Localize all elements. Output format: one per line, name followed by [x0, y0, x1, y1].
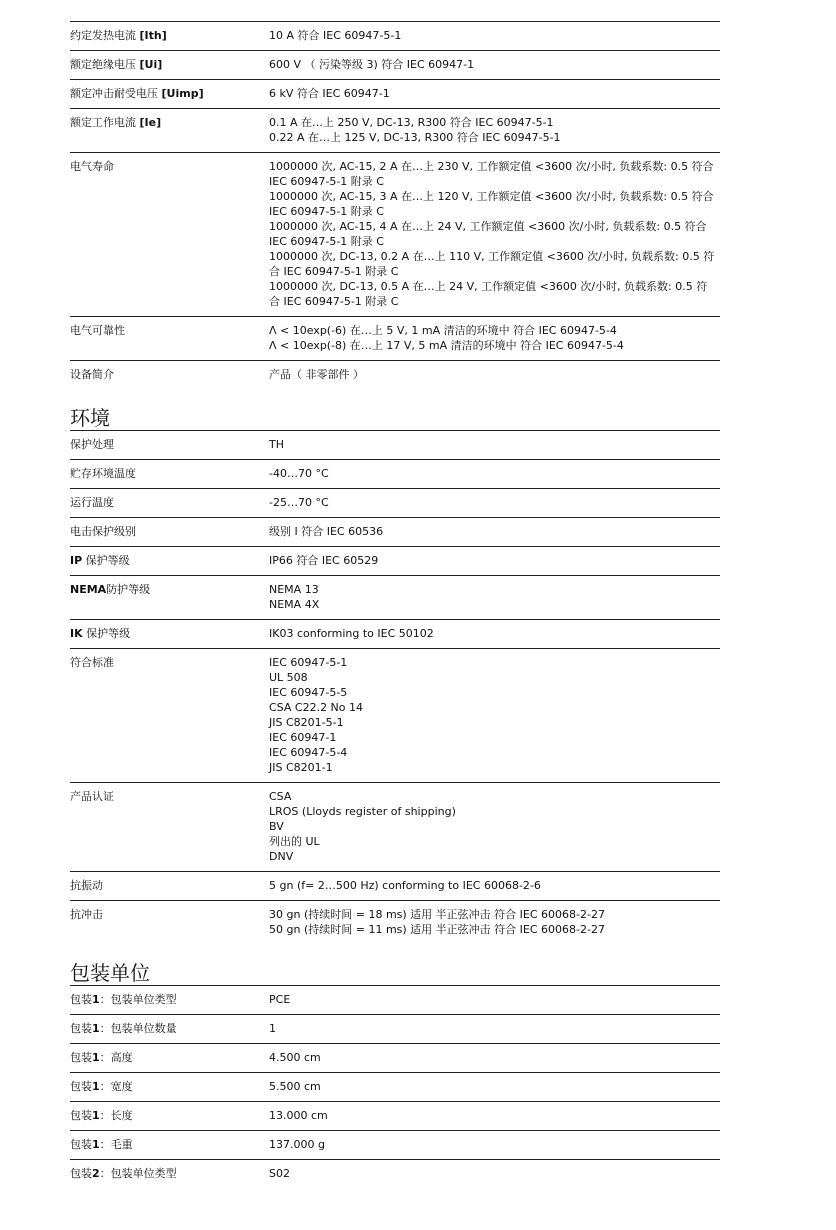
- spec-value: [269, 655, 720, 775]
- spec-label: 包装1：长度: [70, 1109, 133, 1122]
- spec-value-line: 50 gn (持续时间 = 11 ms) 适用 半正弦冲击 符合 IEC 60068-2-27: [269, 923, 605, 936]
- spec-value-line: 合 IEC 60947-5-1 附录 C: [269, 295, 399, 308]
- spec-value-line: JIS C8201-5-1: [269, 716, 344, 729]
- spec-value-line: IEC 60947-5-1 附录 C: [269, 205, 384, 218]
- spec-label: 产品认证: [70, 790, 114, 803]
- spec-row: [70, 430, 720, 459]
- spec-value-line: JIS C8201-1: [269, 761, 333, 774]
- spec-value-line: IK03 conforming to IEC 50102: [269, 627, 434, 640]
- spec-value: [269, 437, 720, 452]
- spec-label: 设备简介: [70, 368, 114, 381]
- spec-row: [70, 648, 720, 782]
- spec-value: [269, 115, 720, 145]
- spec-row: [70, 488, 720, 517]
- spec-value-line: NEMA 4X: [269, 598, 320, 611]
- spec-value-line: 0.22 A 在…上 125 V, DC-13, R300 符合 IEC 60947-5-1: [269, 131, 561, 144]
- spec-label: 运行温度: [70, 496, 114, 509]
- spec-value-line: IEC 60947-5-4: [269, 746, 348, 759]
- spec-value-line: 1000000 次, AC-15, 2 A 在…上 230 V, 工作额定值 <3600 次/小时, 负载系数: 0.5 符合: [269, 160, 714, 173]
- spec-row: [70, 79, 720, 108]
- spec-value-line: IP66 符合 IEC 60529: [269, 554, 379, 567]
- spec-row: [70, 21, 720, 50]
- spec-value-line: -25…70 °C: [269, 496, 329, 509]
- spec-row: [70, 152, 720, 316]
- spec-value-line: IEC 60947-1: [269, 731, 337, 744]
- spec-row: [70, 871, 720, 900]
- spec-label: 抗振动: [70, 879, 103, 892]
- spec-value-line: 30 gn (持续时间 = 18 ms) 适用 半正弦冲击 符合 IEC 60068-2-27: [269, 908, 605, 921]
- spec-value-line: 产品（ 非零部件 ）: [269, 368, 364, 381]
- spec-value: [269, 626, 720, 641]
- spec-label: 约定发热电流 [Ith]: [70, 29, 167, 42]
- spec-value-line: 5 gn (f= 2…500 Hz) conforming to IEC 60068-2-6: [269, 879, 541, 892]
- spec-row: [70, 360, 720, 389]
- spec-value: [269, 907, 720, 937]
- spec-value-line: 13.000 cm: [269, 1109, 328, 1122]
- spec-row: [70, 1043, 720, 1072]
- section-title: 环境: [70, 406, 110, 430]
- spec-row: [70, 1072, 720, 1101]
- spec-value-line: CSA C22.2 No 14: [269, 701, 364, 714]
- spec-value-line: 10 A 符合 IEC 60947-5-1: [269, 29, 402, 42]
- spec-label: 包装2：包装单位类型: [70, 1167, 177, 1180]
- spec-row: [70, 1014, 720, 1043]
- spec-label: 电击保护级别: [70, 525, 136, 538]
- spec-value: [269, 466, 720, 481]
- spec-label: NEMA防护等级: [70, 583, 151, 596]
- spec-label: 电气可靠性: [70, 324, 125, 337]
- spec-value-line: IEC 60947-5-1 附录 C: [269, 235, 384, 248]
- spec-value: [269, 1050, 720, 1065]
- spec-value-line: BV: [269, 820, 284, 833]
- spec-row: [70, 316, 720, 360]
- section-title: 包装单位: [70, 961, 150, 985]
- spec-row: [70, 1101, 720, 1130]
- spec-row: [70, 619, 720, 648]
- spec-value: [269, 159, 720, 309]
- spec-value-line: 1: [269, 1022, 276, 1035]
- spec-label: 保护处理: [70, 438, 114, 451]
- spec-value: [269, 86, 720, 101]
- spec-row: [70, 459, 720, 488]
- spec-label: 额定绝缘电压 [Ui]: [70, 58, 163, 71]
- spec-value: [269, 524, 720, 539]
- spec-value-line: 1000000 次, AC-15, 4 A 在…上 24 V, 工作额定值 <3600 次/小时, 负载系数: 0.5 符合: [269, 220, 707, 233]
- spec-row: [70, 1159, 720, 1188]
- spec-label: IP 保护等级: [70, 554, 130, 567]
- spec-value-line: IEC 60947-5-1 附录 C: [269, 175, 384, 188]
- spec-value: [269, 367, 720, 382]
- spec-label: 符合标准: [70, 656, 114, 669]
- spec-row: [70, 546, 720, 575]
- spec-row: [70, 108, 720, 152]
- spec-label: 额定工作电流 [Ie]: [70, 116, 162, 129]
- spec-value-line: 6 kV 符合 IEC 60947-1: [269, 87, 390, 100]
- spec-value: [269, 1021, 720, 1036]
- spec-label: 抗冲击: [70, 908, 103, 921]
- spec-value-line: NEMA 13: [269, 583, 319, 596]
- spec-label: 贮存环境温度: [70, 467, 136, 480]
- spec-value-line: 1000000 次, DC-13, 0.5 A 在…上 24 V, 工作额定值 <3600 次/小时, 负载系数: 0.5 符: [269, 280, 708, 293]
- spec-value-line: -40…70 °C: [269, 467, 329, 480]
- spec-value: [269, 323, 720, 353]
- spec-value-line: 1000000 次, DC-13, 0.2 A 在…上 110 V, 工作额定值 <3600 次/小时, 负载系数: 0.5 符: [269, 250, 715, 263]
- spec-value-line: CSA: [269, 790, 292, 803]
- spec-value-line: 1000000 次, AC-15, 3 A 在…上 120 V, 工作额定值 <3600 次/小时, 负载系数: 0.5 符合: [269, 190, 714, 203]
- spec-value-line: LROS (Lloyds register of shipping): [269, 805, 456, 818]
- spec-value-line: S02: [269, 1167, 290, 1180]
- spec-value-line: 4.500 cm: [269, 1051, 321, 1064]
- spec-value-line: DNV: [269, 850, 294, 863]
- spec-label: IK 保护等级: [70, 627, 131, 640]
- spec-value-line: 合 IEC 60947-5-1 附录 C: [269, 265, 399, 278]
- spec-value: [269, 1108, 720, 1123]
- spec-value: [269, 28, 720, 43]
- spec-label: 包装1：高度: [70, 1051, 133, 1064]
- spec-label: 包装1：包装单位类型: [70, 993, 177, 1006]
- spec-value: [269, 992, 720, 1007]
- spec-value: [269, 582, 720, 612]
- spec-row: [70, 985, 720, 1014]
- spec-row: [70, 575, 720, 619]
- spec-row: [70, 1130, 720, 1159]
- spec-value-line: PCE: [269, 993, 291, 1006]
- spec-label: 包装1：包装单位数量: [70, 1022, 177, 1035]
- spec-value-line: 5.500 cm: [269, 1080, 321, 1093]
- spec-label: 包装1：宽度: [70, 1080, 133, 1093]
- spec-value: [269, 1137, 720, 1152]
- spec-value-line: UL 508: [269, 671, 308, 684]
- spec-value-line: 137.000 g: [269, 1138, 325, 1151]
- spec-value-line: 0.1 A 在…上 250 V, DC-13, R300 符合 IEC 60947-5-1: [269, 116, 554, 129]
- spec-row: [70, 517, 720, 546]
- spec-label: 包装1：毛重: [70, 1138, 133, 1151]
- spec-value: [269, 878, 720, 893]
- spec-value-line: IEC 60947-5-1: [269, 656, 348, 669]
- spec-value-line: Λ < 10exp(-6) 在…上 5 V, 1 mA 清洁的环境中 符合 IEC 60947-5-4: [269, 324, 617, 337]
- spec-row: [70, 900, 720, 944]
- spec-value: [269, 1166, 720, 1181]
- spec-row: [70, 782, 720, 871]
- spec-sheet: [70, 21, 720, 1188]
- spec-value-line: 级别 I 符合 IEC 60536: [269, 525, 384, 538]
- spec-label: 电气寿命: [70, 160, 114, 173]
- spec-value: [269, 57, 720, 72]
- spec-value-line: Λ < 10exp(-8) 在…上 17 V, 5 mA 清洁的环境中 符合 IEC 60947-5-4: [269, 339, 624, 352]
- spec-value: [269, 789, 720, 864]
- spec-value-line: 600 V （ 污染等级 3) 符合 IEC 60947-1: [269, 58, 475, 71]
- spec-value-line: 列出的 UL: [269, 835, 320, 848]
- spec-value-line: IEC 60947-5-5: [269, 686, 348, 699]
- spec-row: [70, 50, 720, 79]
- spec-value: [269, 553, 720, 568]
- spec-value: [269, 495, 720, 510]
- spec-value: [269, 1079, 720, 1094]
- spec-label: 额定冲击耐受电压 [Uimp]: [70, 87, 204, 100]
- spec-value-line: TH: [269, 438, 284, 451]
